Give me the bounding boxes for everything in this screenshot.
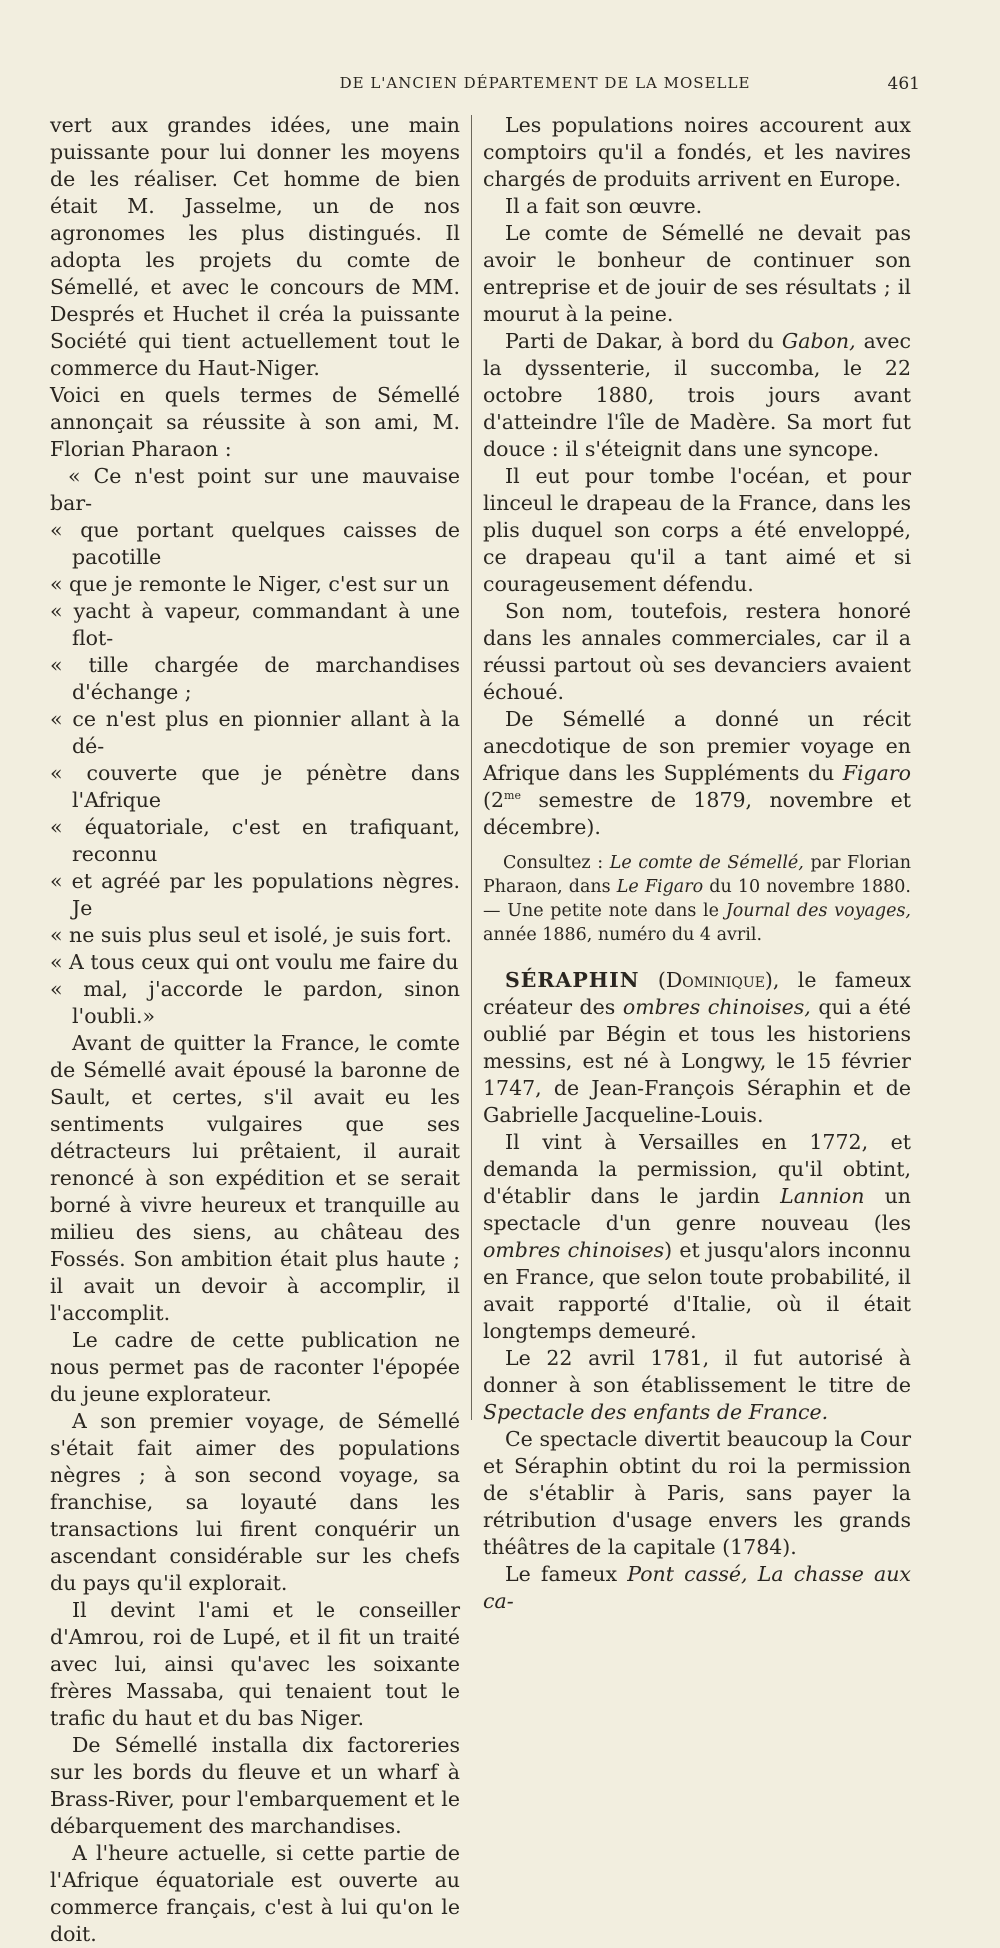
paragraph: Voici en quels termes de Sémellé annonçait sa réussite à son ami, M. Florian Pharaon : bbox=[50, 383, 460, 461]
paragraph: De Sémellé installa dix factoreries sur les bords du fleuve et un wharf à Brass-River, pour l'embarquement et le débarquement des marchandises. bbox=[50, 1733, 460, 1838]
text-run: année 1886, numéro du 4 avril. bbox=[483, 925, 763, 945]
text-run: Il vint à Versailles en 1772, et demanda la permission, qu'il obtint, d'établir dans le jardin bbox=[483, 1130, 911, 1208]
text-run: Le fameux bbox=[505, 1562, 628, 1586]
text-run: le fameux créateur des bbox=[483, 968, 911, 1019]
ordinal-suffix: me bbox=[504, 789, 521, 803]
quote-line: « équatoriale, c'est en trafiquant, reconnu bbox=[50, 815, 460, 866]
emphasis: ombres chinoises, bbox=[622, 995, 811, 1019]
bibliography-note bbox=[483, 851, 911, 947]
quote-line: « yacht à vapeur, commandant à une flot- bbox=[50, 599, 460, 650]
paragraph: A son premier voyage, de Sémellé s'était fait aimer des populations nègres ; à son second voyage, sa franchise, sa loyauté dans les transactions lui firent conquérir un ascendant considérable sur les chefs du pays qu'il explorait. bbox=[50, 1409, 460, 1595]
text-run: par Florian Pharaon, dans bbox=[483, 853, 911, 897]
text-run: Consultez : bbox=[503, 853, 610, 873]
quote-line: « ne suis plus seul et isolé, je suis fort. bbox=[50, 923, 452, 947]
paragraph: vert aux grandes idées, une main puissante pour lui donner les moyens de les réaliser. Cet homme de bien était M. Jasselme, un de nos agronomes les plus distingués. Il adopta les projets du comte de Sémellé, et avec le concours de MM. Després et Huchet il créa la puissante Société qui tient actuellement tout le commerce du Haut-Niger. bbox=[50, 113, 460, 380]
text-run: (2 bbox=[483, 788, 505, 812]
quote-line: « que portant quelques caisses de pacotille bbox=[50, 518, 460, 569]
quote-line: « et agréé par les populations nègres. Je bbox=[50, 869, 460, 920]
paragraph: Ce spectacle divertit beaucoup la Cour et Séraphin obtint du roi la permission de s'établir à Paris, sans payer la rétribution d'usage envers les grands théâtres de la capitale (1784). bbox=[483, 1427, 911, 1559]
text-run: un spectacle d'un genre nouveau (les bbox=[483, 1184, 911, 1235]
text-run: De Sémellé a donné un récit anecdotique de son premier voyage en Afrique dans les Suppléments du bbox=[483, 707, 911, 785]
paragraph: Les populations noires accourent aux comptoirs qu'il a fondés, et les navires chargés de produits arrivent en Europe. bbox=[483, 113, 911, 191]
ship-name: Gabon, bbox=[781, 329, 856, 353]
page-number: 461 bbox=[887, 74, 920, 94]
paragraph: Son nom, toutefois, restera honoré dans les annales commerciales, car il a réussi partout où ses devanciers avaient échoué. bbox=[483, 599, 911, 704]
column-divider bbox=[471, 115, 472, 1420]
cited-title: Le comte de Sémellé, bbox=[609, 853, 804, 873]
cited-title: Le Figaro bbox=[616, 877, 704, 897]
page-header bbox=[50, 74, 920, 98]
emphasis: Lannion bbox=[780, 1184, 865, 1208]
text-run: ) et jusqu'alors inconnu en France, que selon toute probabilité, il avait rapporté d'Italie, où il était longtemps demeuré. bbox=[483, 1238, 911, 1343]
entry-paragraph bbox=[483, 967, 911, 1129]
newspaper-title: Figaro bbox=[842, 761, 911, 785]
paragraph bbox=[483, 1129, 911, 1345]
letter-quote bbox=[50, 463, 460, 1030]
emphasis: Spectacle des enfants de France. bbox=[483, 1400, 829, 1424]
cited-title: Journal des voyages, bbox=[725, 901, 911, 921]
paragraph: A l'heure actuelle, si cette partie de l'Afrique équatoriale est ouverte au commerce français, c'est à lui qu'on le doit. bbox=[50, 1841, 460, 1946]
paragraph: Il devint l'ami et le conseiller d'Amrou, roi de Lupé, et il fit un traité avec lui, ainsi qu'avec les soixante frères Massaba, qui tenaient tout le trafic du haut et du bas Niger. bbox=[50, 1598, 460, 1730]
quote-line: « A tous ceux qui ont voulu me faire du bbox=[50, 950, 459, 974]
paragraph: Le cadre de cette publication ne nous permet pas de raconter l'épopée du jeune explorateur. bbox=[50, 1328, 460, 1406]
quote-line: « couverte que je pénètre dans l'Afrique bbox=[50, 761, 460, 812]
paragraph: Le comte de Sémellé ne devait pas avoir le bonheur de continuer son entreprise et de jouir de ses résultats ; il mourut à la peine. bbox=[483, 221, 911, 326]
running-title: DE L'ANCIEN DÉPARTEMENT DE LA MOSELLE bbox=[339, 74, 751, 92]
entry-headword: SÉRAPHIN bbox=[505, 968, 640, 992]
emphasis: ombres chinoises bbox=[483, 1238, 665, 1262]
right-column bbox=[483, 112, 911, 1615]
text-run: Parti de Dakar, à bord du bbox=[505, 329, 782, 353]
emphasis: Pont cassé, bbox=[627, 1562, 748, 1586]
text-run: semestre de 1879, novembre et décembre). bbox=[483, 788, 911, 839]
text-run: Le 22 avril 1781, il fut autorisé à donner à son établissement le titre de bbox=[483, 1346, 911, 1397]
paragraph bbox=[483, 328, 911, 463]
text-run bbox=[748, 1562, 758, 1586]
paragraph: Il eut pour tombe l'océan, et pour linceul le drapeau de la France, dans les plis duquel son corps a été enveloppé, ce drapeau qu'il a tant aimé et si courageusement défendu. bbox=[483, 464, 911, 596]
text-run: avec la dyssenterie, il succomba, le 22 octobre 1880, trois jours avant d'atteindre l'île de Madère. Sa mort fut douce : il s'éteignit dans une syncope. bbox=[483, 329, 912, 461]
paragraph bbox=[483, 706, 911, 841]
paragraph: Il a fait son œuvre. bbox=[505, 194, 703, 218]
paragraph: Avant de quitter la France, le comte de Sémellé avait épousé la baronne de Sault, et certes, s'il avait eu les sentiments vulgaires que ses détracteurs lui prêtaient, il aurait renoncé à son expédition et se serait borné à vivre heureux et tranquille au milieu des siens, au château des Fossés. Son ambition était plus haute ; il avait un devoir à accomplir, il l'accomplit. bbox=[50, 1031, 460, 1325]
emphasis: La chasse aux ca- bbox=[483, 1562, 911, 1613]
quote-line: « tille chargée de marchandises d'échange ; bbox=[50, 653, 460, 704]
quote-line: « que je remonte le Niger, c'est sur un bbox=[50, 572, 450, 596]
paragraph bbox=[483, 1345, 911, 1426]
quote-line: « Ce n'est point sur une mauvaise bar- bbox=[50, 464, 460, 515]
left-column bbox=[50, 112, 460, 1948]
paragraph bbox=[483, 1561, 911, 1615]
entry-given-name: (Dominique), bbox=[657, 968, 780, 992]
text-run: du 10 novembre 1880. — Une petite note dans le bbox=[483, 877, 911, 921]
quote-line: « ce n'est plus en pionnier allant à la dé- bbox=[50, 707, 460, 758]
quote-line: « mal, j'accorde le pardon, sinon l'oubli.» bbox=[50, 977, 460, 1028]
text-run: qui a été oublié par Bégin et tous les historiens messins, est né à Longwy, le 15 février 1747, de Jean-François Séraphin et de Gabrielle Jacqueline-Louis. bbox=[483, 995, 911, 1127]
